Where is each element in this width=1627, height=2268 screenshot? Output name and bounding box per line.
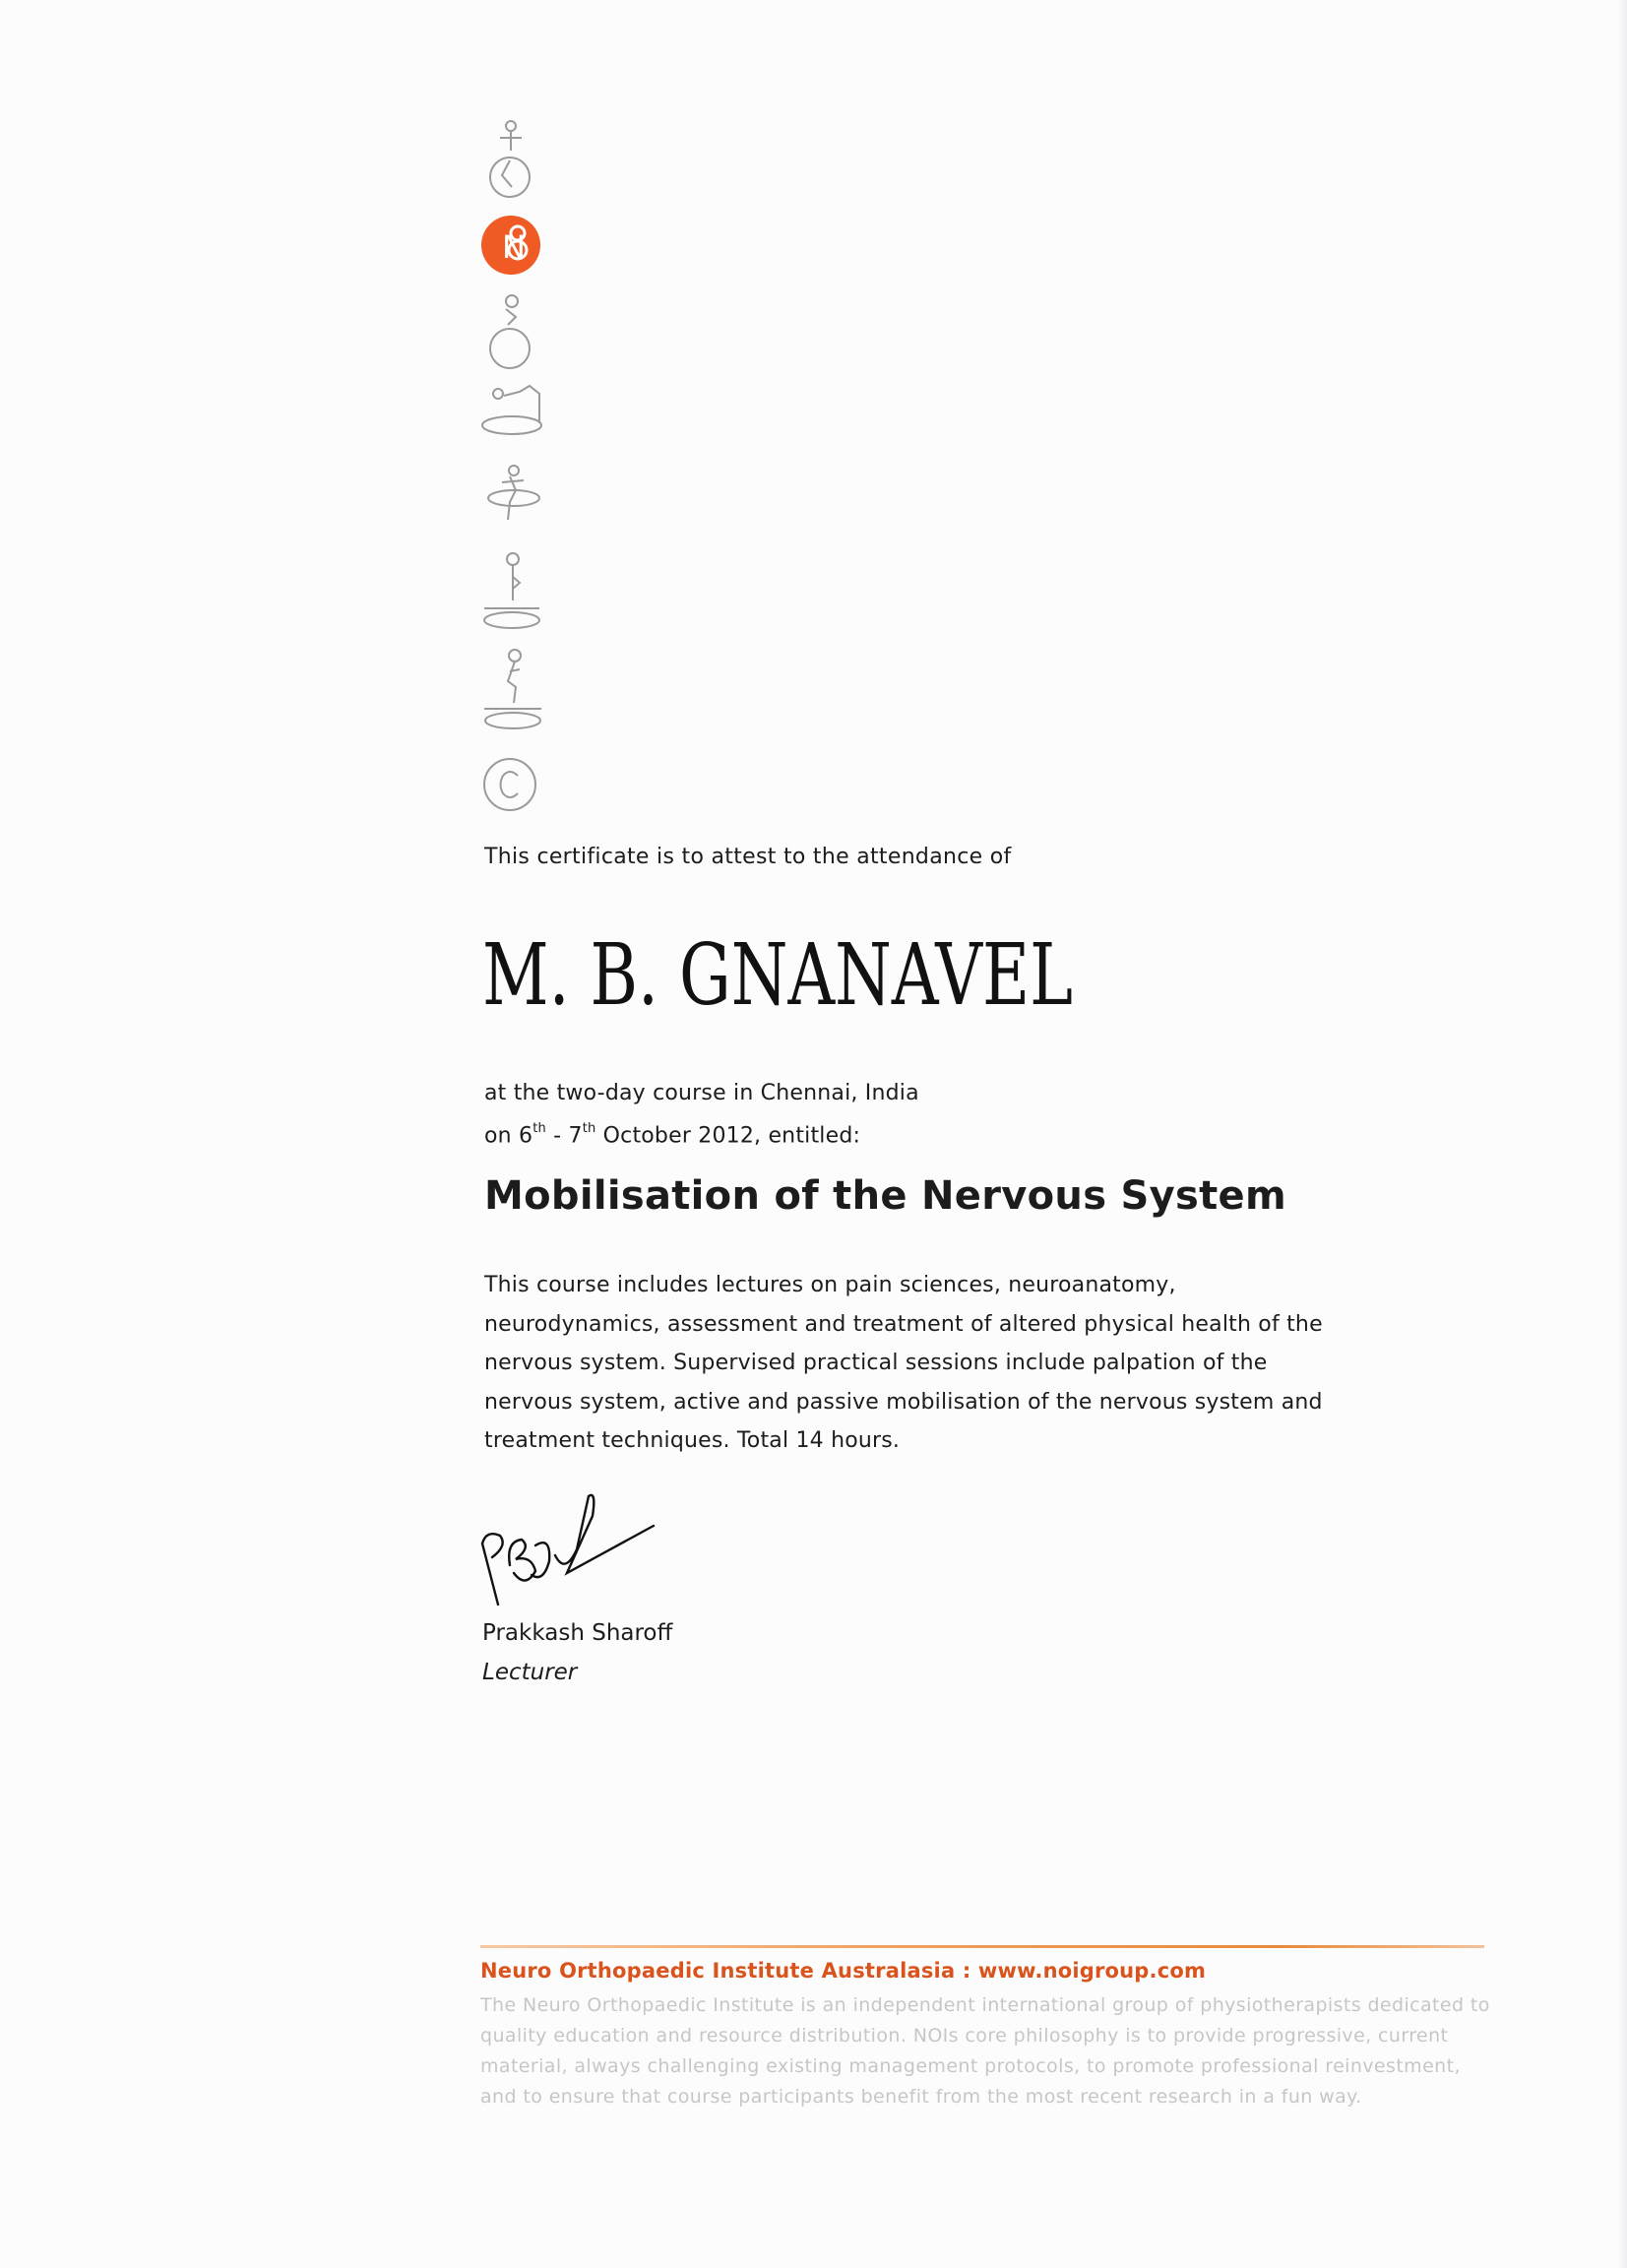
footer-divider (480, 1945, 1484, 1948)
figure-spin-icon (480, 463, 549, 541)
nois-logo-icon (480, 215, 541, 276)
copyright-icon (480, 754, 541, 815)
course-details (484, 1075, 919, 1155)
figure-standing-icon (480, 551, 549, 640)
figure-lying-icon (480, 384, 559, 443)
date-sup-start: th (532, 1121, 546, 1136)
attendee-name-handwritten (482, 914, 1112, 1032)
certificate-intro: This certificate is to attest to the attendance of (484, 845, 1012, 869)
course-location: at the two-day course in Chennai, India (484, 1081, 919, 1105)
figure-stick-icon (480, 291, 539, 370)
date-prefix: on 6 (484, 1123, 533, 1149)
figure-circle-icon (480, 116, 539, 195)
logo-column (480, 116, 559, 825)
signer-name: Prakkash Sharoff (482, 1620, 673, 1646)
svg-text:M. B. GNANAVEL: M. B. GNANAVEL (482, 926, 1073, 1025)
course-description: This course includes lectures on pain sciences, neuroanatomy, neurodynamics, assessment and treatment of altered physical health of the nervous system. Supervised practical sessions include palpation of the nervous system, active and passive mobilisation of the nervous system and treatment techniques. Total 14 hours. (484, 1273, 1323, 1453)
date-sup-end: th (582, 1121, 596, 1136)
figure-balance-icon (480, 648, 549, 736)
footer-heading: Neuro Orthopaedic Institute Australasia : www.noigroup.com (480, 1959, 1207, 1983)
date-middle: - 7 (545, 1123, 583, 1149)
lecturer-signature (470, 1486, 667, 1614)
signer-role: Lecturer (482, 1660, 578, 1685)
footer-description: The Neuro Orthopaedic Institute is an independent international group of physiotherapists dedicated to quality education and resource distribution. NOIs core philosophy is to provide progressive, current material, always challenging existing management protocols, to promote professional reinvestment, and to ensure that course participants benefit from the most recent research in a fun way. (480, 1994, 1490, 2108)
course-dates (484, 1112, 919, 1155)
date-suffix: October 2012, entitled: (595, 1123, 861, 1149)
svg-text:N: N (502, 228, 526, 266)
course-title: Mobilisation of the Nervous System (484, 1173, 1286, 1219)
page-edge-shadow (1617, 0, 1627, 2268)
